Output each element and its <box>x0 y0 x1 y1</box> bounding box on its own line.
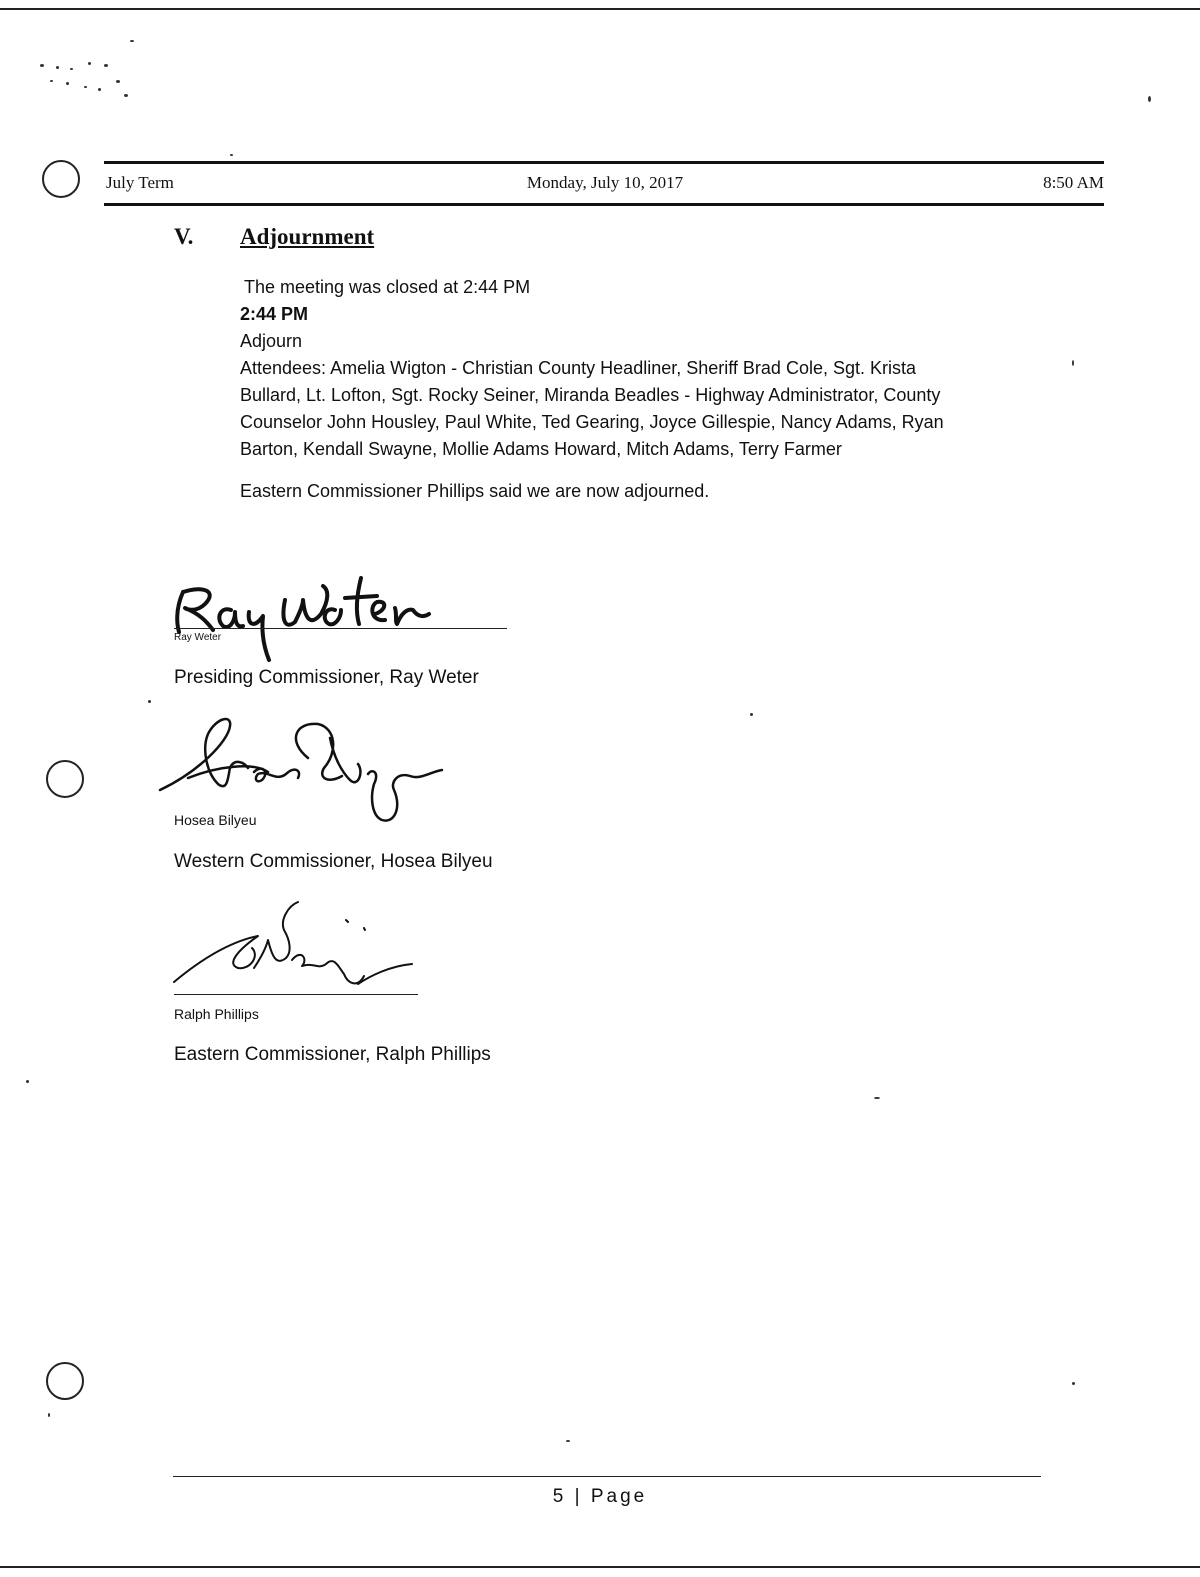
page-number: 5 | Page <box>552 1486 648 1507</box>
header-time: 8:50 AM <box>1043 173 1104 192</box>
attendees-line-3: Counselor John Housley, Paul White, Ted Gearing, Joyce Gillespie, Nancy Adams, Ryan <box>240 412 944 432</box>
signature-line-3 <box>174 994 418 995</box>
closed-line: The meeting was closed at 2:44 PM <box>244 277 531 297</box>
header-rule-top <box>104 161 1104 164</box>
attendees-line-1: Attendees: Amelia Wigton - Christian County Headliner, Sheriff Brad Cole, Sgt. Krista <box>240 358 916 378</box>
section-title: Adjournment <box>240 224 375 249</box>
signer-name-phillips: Ralph Phillips <box>174 1006 259 1022</box>
header-date: Monday, July 10, 2017 <box>526 173 684 192</box>
attendees-line-2: Bullard, Lt. Lofton, Sgt. Rocky Seiner, Miranda Beadles - Highway Administrator, County <box>240 385 941 405</box>
signer-title-bilyeu: Western Commissioner, Hosea Bilyeu <box>174 851 493 872</box>
closing-statement: Eastern Commissioner Phillips said we are now adjourned. <box>240 481 710 501</box>
binder-hole-middle <box>46 760 84 798</box>
scan-top-border <box>0 8 1200 10</box>
closing-time: 2:44 PM <box>240 304 309 324</box>
signature-ray-weter <box>165 570 455 665</box>
scan-bottom-border <box>0 1566 1200 1568</box>
signer-title-weter: Presiding Commissioner, Ray Weter <box>174 667 479 688</box>
section-number: V. <box>174 224 194 249</box>
binder-hole-bottom <box>46 1362 84 1400</box>
action-line: Adjourn <box>240 331 303 351</box>
signer-name-weter: Ray Weter <box>174 632 222 643</box>
header-term: July Term <box>106 173 174 192</box>
header-rule-bottom <box>104 203 1104 206</box>
signature-line-1 <box>174 628 507 629</box>
signature-ralph-phillips <box>168 900 428 1005</box>
signer-name-bilyeu: Hosea Bilyeu <box>174 812 257 828</box>
signer-title-phillips: Eastern Commissioner, Ralph Phillips <box>174 1044 491 1065</box>
attendees-line-4: Barton, Kendall Swayne, Mollie Adams Howard, Mitch Adams, Terry Farmer <box>240 439 842 459</box>
footer-rule <box>173 1476 1041 1477</box>
